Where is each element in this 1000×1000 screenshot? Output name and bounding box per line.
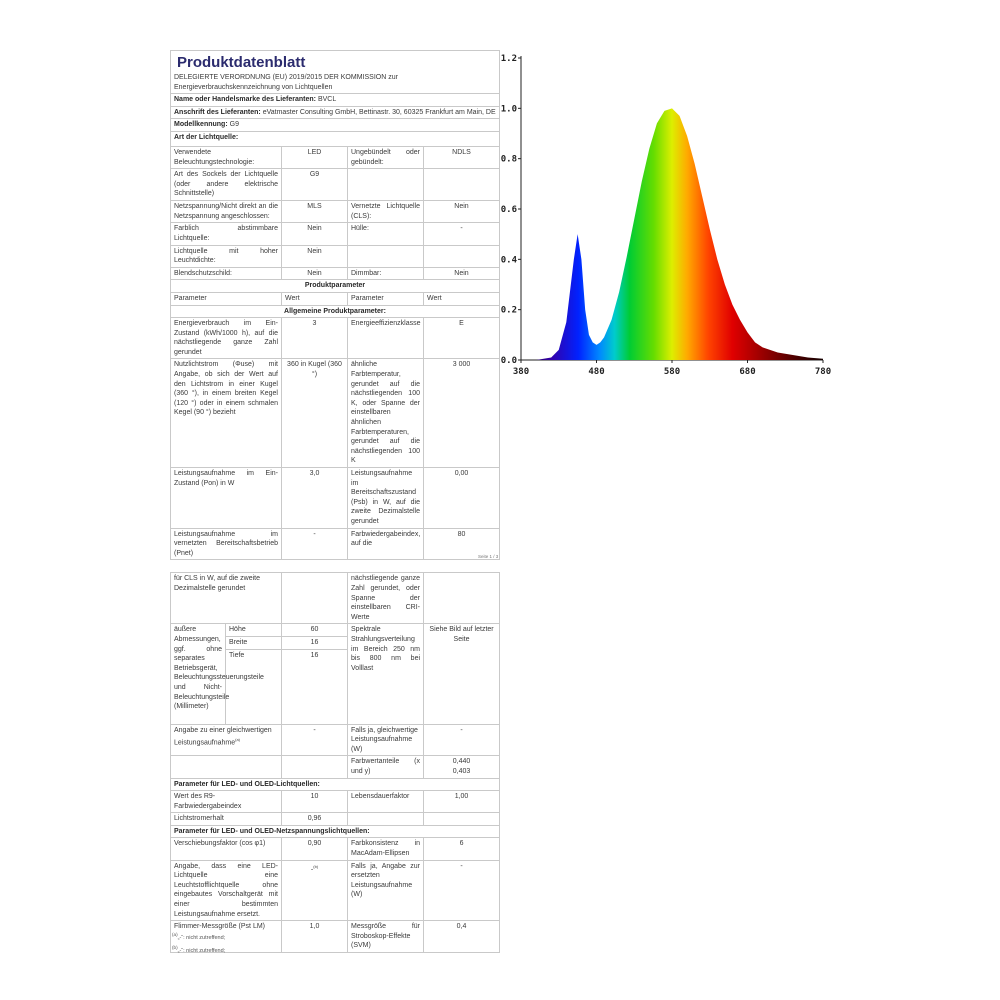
model-label: Modellkennung: [174, 121, 228, 129]
param-label: Blendschutzschild: [171, 267, 282, 280]
param-value: 1,00 [424, 791, 500, 813]
param-label: Lichtstromerhalt [171, 813, 282, 826]
y-tick-label: 1.2 [500, 54, 517, 64]
col-header-param: Parameter [171, 292, 282, 305]
dimension-value: 16 [282, 649, 348, 724]
table-row [171, 318, 500, 359]
page-number: Seite 1 / 3 [478, 554, 499, 559]
y-tick-label: 0.8 [500, 154, 517, 165]
param-value: 360 in Kugel (360 °) [282, 359, 348, 468]
param-label: nächstliegende ganze Zahl gerundet, oder Spanne der einstellbaren CRI-Werte [348, 573, 424, 624]
param-label: Vernetzte Lichtquelle (CLS): [348, 201, 424, 223]
param-label: Wert des R9-Farbwiedergabeindex [171, 791, 282, 813]
param-value [424, 169, 500, 201]
param-value: 0,90 [282, 838, 348, 860]
param-label: Leistungsaufnahme im vernetzten Bereitschaftsbetrieb (Pnet) [171, 528, 282, 560]
table-row [171, 223, 500, 245]
sheet-table-part1 [170, 50, 500, 560]
param-value: Nein [282, 223, 348, 245]
footnote-mark: (a) [172, 932, 178, 937]
dimension-value: 60 [282, 624, 348, 637]
model-row [171, 119, 500, 132]
table-row [171, 245, 500, 267]
param-label: Hülle: [348, 223, 424, 245]
table-row [171, 267, 500, 280]
param-label [348, 169, 424, 201]
param-value [424, 245, 500, 267]
table-row [171, 838, 500, 860]
model-value: G9 [229, 121, 239, 129]
param-label: Flimmer-Messgröße (Pst LM) [171, 921, 282, 953]
type-heading-row [171, 131, 500, 146]
param-value: - [424, 860, 500, 921]
x-tick-label: 680 [739, 367, 756, 377]
type-label: Art der Lichtquelle: [174, 133, 239, 141]
page-title: Produktdatenblatt [177, 54, 306, 71]
param-label: Verwendete Beleuchtungstechnologie: [171, 146, 282, 168]
param-label [348, 245, 424, 267]
param-label: Art des Sockels der Lichtquelle (oder andere elektrische Schnittstelle) [171, 169, 282, 201]
supplier-name-label: Name oder Handelsmarke des Lieferanten: [174, 96, 316, 104]
param-label: Lichtquelle mit hoher Leuchtdichte: [171, 245, 282, 267]
footnote-mark: (b) [172, 944, 178, 950]
param-value: 1,0 [282, 921, 348, 953]
param-value: - [424, 223, 500, 245]
param-label: Ungebündelt oder gebündelt: [348, 146, 424, 168]
param-label: Messgröße für Stroboskop-Effekte (SVM) [348, 921, 424, 953]
param-value: 3 [282, 318, 348, 359]
x-tick-label: 380 [512, 367, 530, 377]
table-row [171, 756, 500, 778]
spectrum-area [521, 108, 823, 360]
table-row [171, 359, 500, 468]
param-value: Nein [424, 201, 500, 223]
x-tick-label: 580 [663, 367, 681, 377]
param-value: MLS [282, 201, 348, 223]
footnote-a [172, 930, 225, 943]
spectrum-chart [500, 50, 830, 380]
table-row [171, 860, 500, 921]
param-label: Nutzlichtstrom (Φuse) mit Angabe, ob sich der Wert auf den Lichtstrom in einer Kugel (360 °), in einem breiten Kegel (120 °) oder in einem schmalen Kegel (90 °) bezieht [171, 359, 282, 468]
dimension-label: Breite [226, 636, 282, 649]
param-label: Farbwertanteile (x und y) [348, 756, 424, 778]
y-tick-label: 0.6 [500, 205, 517, 215]
table-row [171, 468, 500, 529]
dimension-value: 16 [282, 636, 348, 649]
footnote-ref: (a) [235, 737, 240, 743]
supplier-address-value: eVatmaster Consulting GmbH, Bettinastr. 30, 60325 Frankfurt am Main, DE [262, 108, 496, 116]
supplier-name-value: BVCL [317, 96, 337, 104]
param-value: - [310, 865, 314, 873]
y-tick-label: 1.0 [500, 104, 517, 115]
table-row [171, 573, 500, 624]
col-header-param: Parameter [348, 292, 424, 305]
param-label: Energieverbrauch im Ein-Zustand (kWh/1000 h), auf die nächstliegende ganze Zahl gerundet [171, 318, 282, 359]
param-label: Dimmbar: [348, 267, 424, 280]
param-value: 3,0 [282, 468, 348, 529]
supplier-address-label: Anschrift des Lieferanten: [174, 108, 261, 116]
param-value: G9 [282, 169, 348, 201]
led-section-heading: Parameter für LED- und OLED-Lichtquellen: [171, 778, 500, 791]
param-label: Netzspannung/Nicht direkt an die Netzspannung angeschlossen: [171, 201, 282, 223]
footnote-b [172, 943, 225, 956]
param-label: Verschiebungsfaktor (cos φ1) [171, 838, 282, 860]
product-data-sheet [170, 50, 500, 953]
table-row [171, 813, 500, 826]
x-tick-label: 480 [588, 367, 605, 377]
y-tick-label: 0.0 [500, 356, 517, 366]
sheet-table-part2 [170, 572, 500, 953]
supplier-address-row [171, 106, 500, 119]
product-params-title: Produktparameter [171, 280, 500, 293]
general-params-heading: Allgemeine Produktparameter: [171, 305, 500, 318]
param-value: 80 [424, 528, 500, 560]
param-value: Nein [282, 245, 348, 267]
dimension-label: Tiefe [226, 649, 282, 724]
param-value: 6 [424, 838, 500, 860]
param-value: 10 [282, 791, 348, 813]
param-label: ähnliche Farbtemperatur, gerundet auf die nächstliegenden 100 K, oder Spanne der einstellbaren ähnlichen Farbtemperaturen, gerundet auf die nächstliegenden 100 K [348, 359, 424, 468]
table-row [171, 624, 500, 637]
y-tick-label: 0.2 [500, 305, 517, 316]
spectral-value: Siehe Bild auf letzter Seite [424, 624, 500, 724]
col-header-value: Wert [282, 292, 348, 305]
param-label: Angabe, dass eine LED-Lichtquelle eine Leuchtstofflichtquelle ohne eingebautes Vorschaltgerät mit einer bestimmten Leistungsaufnahme ersetzt. [171, 860, 282, 921]
param-value: 0,00 [424, 468, 500, 529]
table-row [171, 201, 500, 223]
table-row [171, 724, 500, 756]
spectral-label: Spektrale Strahlungsverteilung im Bereich 250 nm bis 800 nm bei Volllast [348, 624, 424, 724]
param-value: - [424, 724, 500, 756]
param-value: 3 000 [424, 359, 500, 468]
y-tick-label: 0.4 [500, 255, 517, 266]
param-value: 0,96 [282, 813, 348, 826]
param-value: - [282, 528, 348, 560]
param-value: E [424, 318, 500, 359]
param-value: NDLS [424, 146, 500, 168]
param-label: Falls ja, Angabe zur ersetzten Leistungsaufnahme (W) [348, 860, 424, 921]
supplier-name-row [171, 94, 500, 107]
table-row [171, 528, 500, 560]
footnote-text: „-“: nicht zutreffend; [177, 934, 226, 941]
footnotes [172, 930, 225, 956]
param-label: Farbkonsistenz in MacAdam-Ellipsen [348, 838, 424, 860]
param-value: LED [282, 146, 348, 168]
param-label: Leistungsaufnahme im Ein-Zustand (Pon) in W [171, 468, 282, 529]
x-tick-label: 780 [814, 367, 832, 377]
param-value: 0,440 0,403 [424, 756, 500, 778]
footnote-ref: (b) [313, 863, 319, 869]
table-row [171, 169, 500, 201]
param-value: 0,4 [424, 921, 500, 953]
param-value: - [282, 724, 348, 756]
footnote-text: „-“: nicht zutreffend; [177, 947, 226, 954]
mains-section-heading: Parameter für LED- und OLED-Netzspannungslichtquellen: [171, 825, 500, 838]
param-label: Farblich abstimmbare Lichtquelle: [171, 223, 282, 245]
dimension-label: Höhe [226, 624, 282, 637]
param-label: Falls ja, gleichwertige Leistungsaufnahme (W) [348, 724, 424, 756]
param-label: Farbwiedergabeindex, auf die [348, 528, 424, 560]
dimensions-label: äußere Abmessungen, ggf. ohne separates Betriebsgerät, Beleuchtungssteuerungsteile und Nicht-Beleuchtungsteile (Millimeter) [171, 624, 226, 724]
param-label: Lebensdauerfaktor [348, 791, 424, 813]
regulation-text: DELEGIERTE VERORDNUNG (EU) 2019/2015 DER KOMMISSION zur Energieverbrauchskennzeichnung von Lichtquellen [174, 74, 398, 91]
table-row [171, 146, 500, 168]
param-value: Nein [424, 267, 500, 280]
param-label: für CLS in W, auf die zweite Dezimalstelle gerundet [171, 573, 282, 624]
param-value: Nein [282, 267, 348, 280]
param-label: Energieeffizienzklasse [348, 318, 424, 359]
param-label: Leistungsaufnahme im Bereitschaftszustand (Psb) in W, auf die zweite Dezimalstelle gerundet [348, 468, 424, 529]
param-label: Angabe zu einer gleichwertigen Leistungsaufnahme [174, 726, 272, 747]
col-header-value: Wert [424, 292, 500, 305]
table-row [171, 791, 500, 813]
